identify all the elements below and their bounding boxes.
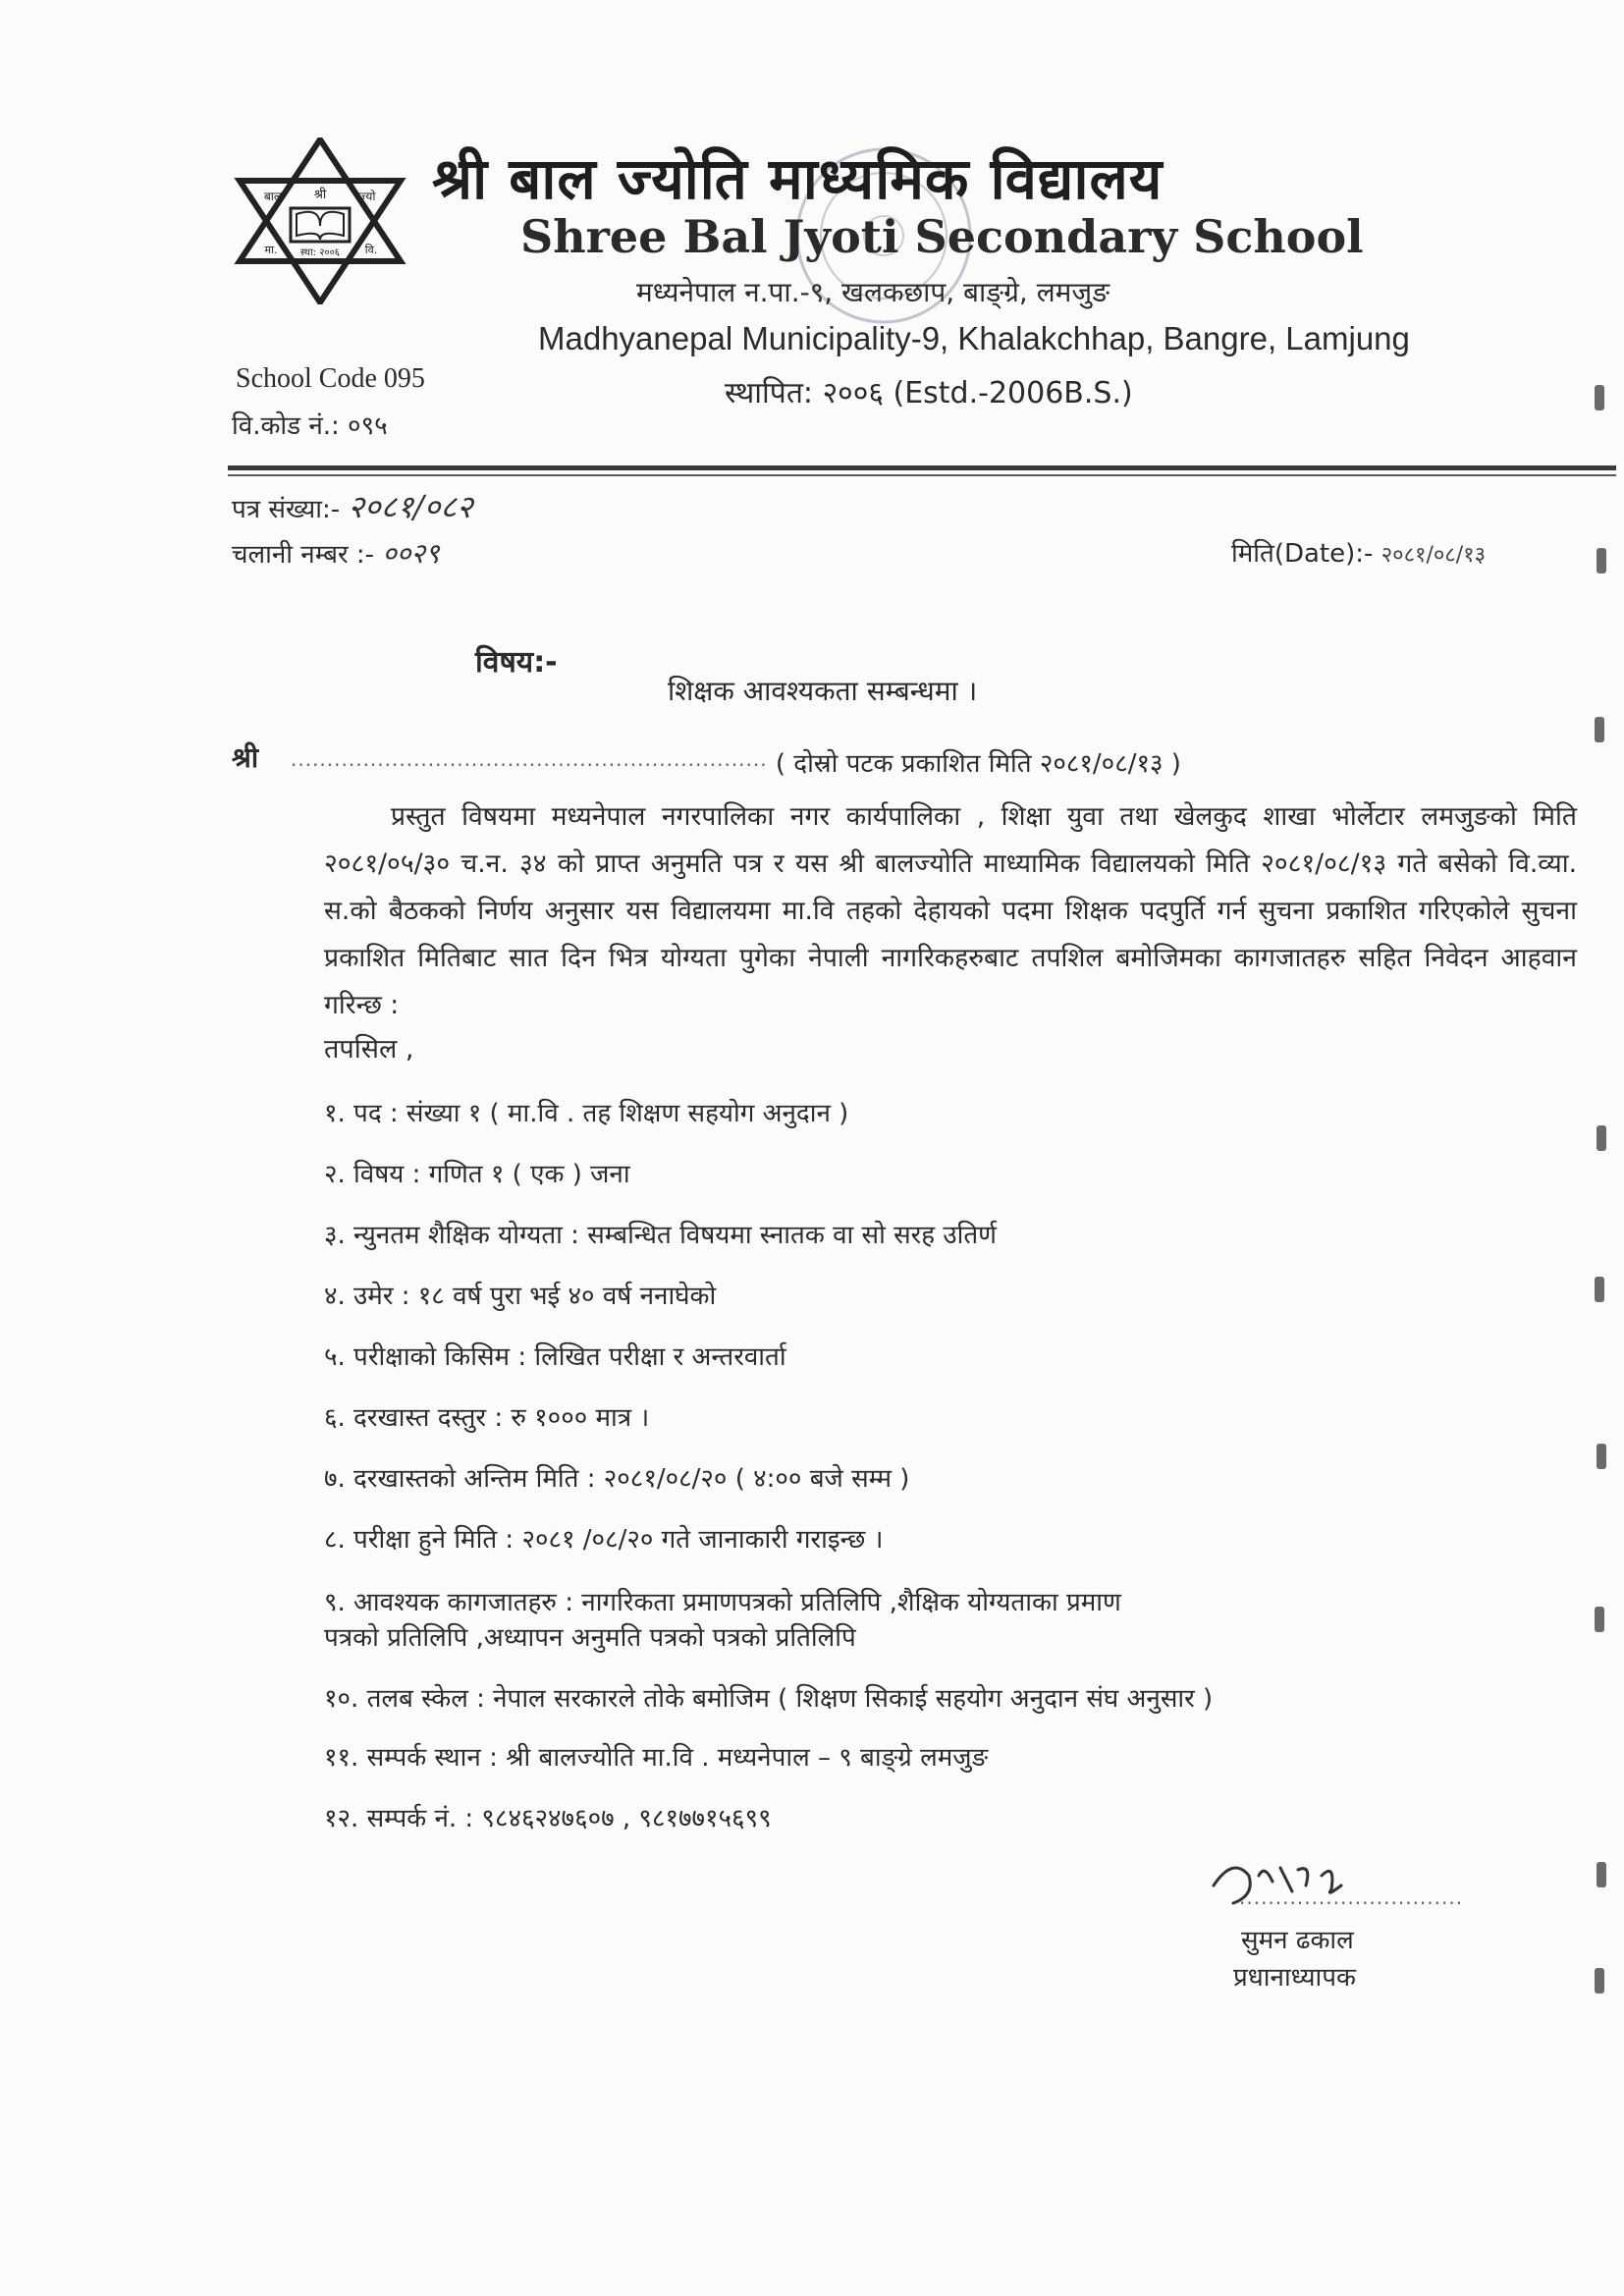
detail-item-subject: २. विषय : गणित १ ( एक ) जना xyxy=(324,1160,630,1189)
logo-right-text: ज्यो xyxy=(358,190,376,203)
school-title-english: Shree Bal Jyoti Secondary School xyxy=(520,210,1364,263)
scan-artifact xyxy=(1595,717,1604,742)
signatory-title: प्रधानाध्यापक xyxy=(1233,1963,1357,1993)
detail-item-documents: ९. आवश्यक कागजातहरु : नागरिकता प्रमाणपत्रको प्रतिलिपि ,शैक्षिक योग्यताका प्रमाण xyxy=(324,1588,1121,1617)
dispatch-number-row xyxy=(232,534,440,572)
notice-body-text: प्रस्तुत विषयमा मध्यनेपाल नगरपालिका नगर कार्यपालिका , शिक्षा युवा तथा खेलकुद शाखा भोर्लेटार लमजुङको मिति २०८१/०५/३० च.न. ३४ को प्राप्त अनुमति पत्र र यस श्री बालज्योति माध्यामिक विद्यालयको मिति २०८१/०८/१३ गते बसेको वि.व्या. स.को बैठकको निर्णय अनुसार यस विद्यालयमा मा.वि तहको देहायको पदमा शिक्षक पदपुर्ति गर्न सुचना प्रकाशित गरिएकोले सुचना प्रकाशित मितिबाट सात दिन भित्र योग्यता पुगेका नेपाली नागरिकहरुबाट तपशिल बमोजिमका कागजातहरु सहित निवेदन आहवान गरिन्छ : xyxy=(324,801,1577,1020)
subject-label: विषय:- xyxy=(475,645,558,680)
school-logo-icon xyxy=(228,137,412,304)
dispatch-number-value: ००२९ xyxy=(382,537,440,570)
detail-item-qualification: ३. न्युनतम शैक्षिक योग्यता : सम्बन्धित विषयमा स्नातक वा सो सरह उतिर्ण xyxy=(324,1221,997,1250)
scan-artifact xyxy=(1595,385,1604,410)
letter-number-value: २०८१/०८२ xyxy=(348,488,473,525)
detail-item-salary: १०. तलब स्केल : नेपाल सरकारले तोके बमोजिम ( शिक्षण सिकाई सहयोग अनुदान संघ अनुसार ) xyxy=(324,1684,1214,1714)
detail-item-exam-date: ८. परीक्षा हुने मिति : २०८१ /०८/२० गते जानाकारी गराइन्छ । xyxy=(324,1525,884,1555)
addressee-prefix: श्री xyxy=(232,741,259,774)
logo-bottom-right-text: वि. xyxy=(364,244,378,256)
school-code-english: School Code 095 xyxy=(236,363,425,394)
header-divider-thin xyxy=(228,474,1616,476)
addressee-note: ( दोस्रो पटक प्रकाशित मिति २०८१/०८/१३ ) xyxy=(775,749,1181,779)
header-divider xyxy=(228,465,1616,470)
letter-number-row xyxy=(232,485,473,527)
date-row xyxy=(1231,534,1486,570)
date-label: मिति(Date):- xyxy=(1231,539,1374,569)
detail-item-fee: ६. दरखास्त दस्तुर : रु १००० मात्र । xyxy=(324,1403,650,1433)
signatory-name: सुमन ढकाल xyxy=(1241,1926,1354,1955)
school-title-nepali: श्री बाल ज्योति माध्यमिक विद्यालय xyxy=(432,145,1164,212)
logo-top-text: श्री xyxy=(313,188,327,202)
date-value: २०८१/०८/१३ xyxy=(1380,543,1487,568)
detail-item-exam-type: ५. परीक्षाको किसिम : लिखित परीक्षा र अन्तरवार्ता xyxy=(324,1342,786,1372)
detail-item-age: ४. उमेर : १८ वर्ष पुरा भई ४० वर्ष ननाघेको xyxy=(324,1282,717,1311)
details-heading: तपसिल , xyxy=(324,1034,414,1065)
scan-artifact xyxy=(1597,548,1606,574)
scan-artifact xyxy=(1597,1444,1606,1469)
detail-item-deadline: ७. दरखास्तको अन्तिम मिति : २०८१/०८/२० ( ४:०० बजे सम्म ) xyxy=(324,1464,910,1494)
school-address-english: Madhyanepal Municipality-9, Khalakchhap, Bangre, Lamjung xyxy=(538,320,1410,356)
school-address-nepali: मध्यनेपाल न.पा.-९, खलकछाप, बाङ्ग्रे, लमजुङ xyxy=(636,276,1110,308)
scan-artifact xyxy=(1597,1862,1606,1887)
dispatch-number-label: चलानी नम्बर :- xyxy=(232,540,375,570)
detail-item-documents-cont: पत्रको प्रतिलिपि ,अध्यापन अनुमति पत्रको पत्रको प्रतिलिपि xyxy=(324,1623,856,1653)
logo-bottom-left-text: मा. xyxy=(264,244,278,256)
subject-text: शिक्षक आवश्यकता सम्बन्धमा । xyxy=(668,675,978,707)
logo-bottom-mid-text: स्था: २००६ xyxy=(299,247,341,258)
letter-number-label: पत्र संख्या:- xyxy=(232,495,341,524)
school-code-nepali: वि.कोड नं.: ०९५ xyxy=(232,411,388,441)
scan-artifact xyxy=(1595,1968,1604,1994)
detail-item-post: १. पद : संख्या १ ( मा.वि . तह शिक्षण सहयोग अनुदान ) xyxy=(324,1099,849,1128)
addressee-line xyxy=(291,744,1181,780)
established-year: स्थापित: २००६ (Estd.-2006B.S.) xyxy=(725,376,1133,410)
scan-artifact xyxy=(1595,1277,1604,1302)
scan-artifact xyxy=(1595,1607,1604,1632)
notice-body xyxy=(324,793,1577,1029)
detail-item-contact-place: ११. सम्पर्क स्थान : श्री बालज्योति मा.वि . मध्यनेपाल – ९ बाङ्ग्रे लमजुङ xyxy=(324,1743,989,1773)
logo-left-text: बाल xyxy=(263,190,283,203)
detail-item-contact-number: १२. सम्पर्क नं. : ९८४६२४७६०७ , ९८१७७१५६९९ xyxy=(324,1804,772,1833)
scan-artifact xyxy=(1597,1125,1606,1151)
addressee-dotted-line: ·································································· xyxy=(291,753,768,777)
signature-line: ······························· xyxy=(1239,1891,1464,1915)
